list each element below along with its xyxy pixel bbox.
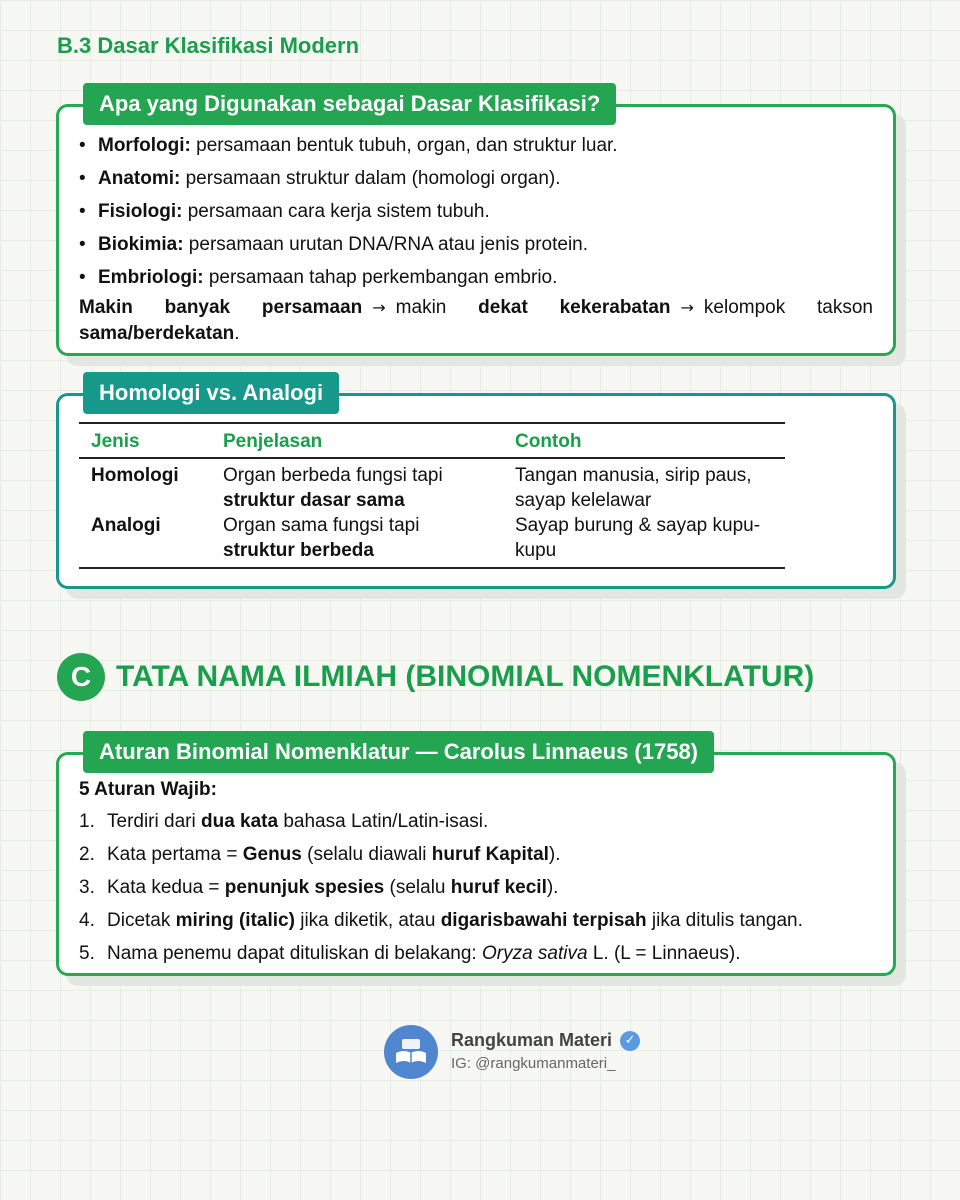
basis-list [79,129,873,294]
rules-list [79,805,877,970]
section-title: B.3 Dasar Klasifikasi Modern [57,33,360,58]
summary-bold: sama/berdekatan [79,323,235,344]
card-heading: Homologi vs. Analogi [83,372,339,414]
term: Embriologi: [98,267,204,288]
list-item [79,838,877,871]
description: persamaan bentuk tubuh, organ, dan struktur luar. [190,135,618,156]
rule-text-part: jika ditulis tangan. [646,910,803,931]
desc-bold: struktur berbeda [223,539,374,561]
cell-contoh: Tangan manusia, sirip paus, sayap kelelawar [515,464,752,511]
column-header: Contoh [515,431,582,452]
summary-text-part: kelompok takson [703,297,873,318]
summary-text-part: . [234,323,240,344]
table-bottom-rule [79,567,785,569]
list-item [79,261,873,294]
verified-check-icon: ✓ [620,1031,640,1051]
desc-bold: struktur dasar sama [223,489,405,511]
section-badge: C [57,653,105,701]
rule-text-part: (selalu diawali [301,844,432,865]
term: Anatomi: [98,168,181,189]
summary-bold: Makin banyak persamaan [79,297,363,318]
rule-italic: Oryza sativa [481,943,588,964]
description: persamaan cara kerja sistem tubuh. [182,201,490,222]
column-header: Penjelasan [223,431,323,452]
rule-text [107,805,488,838]
rule-text-part: ). [546,877,559,898]
term: Fisiologi: [98,201,183,222]
rule-bold: miring (italic) [175,910,295,931]
table-body [79,459,785,567]
rule-number: 1. [79,811,95,832]
homology-analogy-card [56,380,896,589]
table-row [79,513,785,563]
rule-text-part: L. (L = Linnaeus). [587,943,741,964]
rule-text [107,937,741,970]
brand-label: Rangkuman Materi [451,1030,613,1050]
cell-desc [223,513,515,563]
list-item [79,228,873,261]
book-icon [394,1037,428,1067]
list-item [79,904,877,937]
list-item [79,195,873,228]
comparison-table [79,422,785,569]
rules-subtitle: 5 Aturan Wajib: [79,779,217,800]
rule-number: 4. [79,910,95,931]
description: persamaan struktur dalam (homologi organ). [180,168,561,189]
rule-text-part: Kata pertama = [107,844,243,865]
rule-text [107,838,561,871]
rule-bold: Genus [242,844,302,865]
desc-text: Organ sama fungsi tapi [223,514,420,536]
rule-text-part: Dicetak [107,910,176,931]
binomial-rules-card [56,739,896,976]
list-item [79,129,873,162]
rule-bold: huruf kecil [450,877,547,898]
cell-desc [223,463,515,513]
rule-bold: digarisbawahi terpisah [440,910,647,931]
column-header: Jenis [91,431,140,452]
rule-text [107,904,803,937]
book-logo-icon [384,1025,438,1079]
rule-text-part: (selalu [384,877,451,898]
table-header-row [79,424,785,457]
rule-number: 3. [79,877,95,898]
list-item [79,162,873,195]
rule-text-part: jika diketik, atau [294,910,441,931]
term: Morfologi: [98,135,191,156]
rule-bold: huruf Kapital [431,844,549,865]
summary-text [79,295,873,347]
cell-jenis [79,513,223,563]
brand-name [451,1030,640,1051]
cell-jenis [79,463,223,513]
desc-text: Organ berbeda fungsi tapi [223,464,443,486]
rule-text-part: bahasa Latin/Latin-isasi. [278,811,489,832]
arrow-right-icon: → [680,298,694,317]
list-item [79,871,877,904]
rule-number: 2. [79,844,95,865]
summary-text-part: makin [395,297,479,318]
instagram-handle: IG: @rangkumanmateri_ [451,1055,616,1072]
cell-contoh: Sayap burung & sayap kupu-kupu [515,514,761,561]
card-heading: Aturan Binomial Nomenklatur — Carolus Linnaeus (1758) [83,731,714,773]
list-item [79,805,877,838]
rule-bold: penunjuk spesies [224,877,385,898]
description: persamaan tahap perkembangan embrio. [203,267,558,288]
rule-bold: dua kata [200,811,279,832]
rule-number: 5. [79,943,95,964]
rule-text-part: Terdiri dari [107,811,201,832]
summary-bold: dekat kekerabatan [478,297,671,318]
rule-text-part: Kata kedua = [107,877,225,898]
table-row [79,463,785,513]
jenis-label: Analogi [91,514,161,536]
arrow-right-icon: → [372,298,386,317]
term: Biokimia: [98,234,184,255]
card-heading: Apa yang Digunakan sebagai Dasar Klasifikasi? [83,83,616,125]
list-item [79,937,877,970]
rule-text [107,871,558,904]
rule-text-part: Nama penemu dapat dituliskan di belakang: [107,943,482,964]
description: persamaan urutan DNA/RNA atau jenis protein. [183,234,589,255]
rule-text-part: ). [548,844,561,865]
section-c-title: TATA NAMA ILMIAH (BINOMIAL NOMENKLATUR) [116,660,815,693]
classification-basis-card [56,91,896,356]
jenis-label: Homologi [91,464,179,486]
